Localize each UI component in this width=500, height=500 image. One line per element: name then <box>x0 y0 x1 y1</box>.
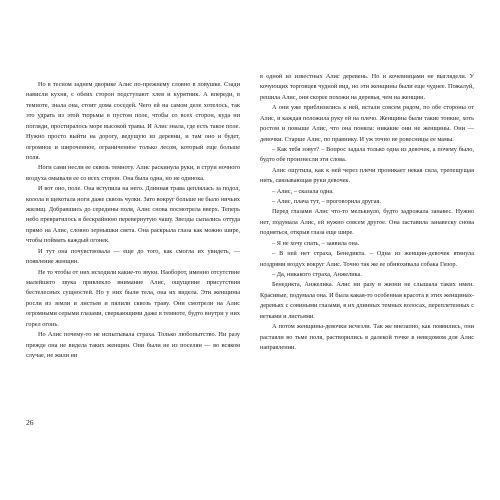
paragraph: Не то чтобы от них исходили какие-то звуки. Наоборот, именно отсутствие малейшего звука привлекло внимание Алис, ощущение присутствия бестелесных сущностей. Но у них были тела, она их видела. Эти женщины росли из земли и листьев и пялили сквозь траву. Они смотрели на Алис огромными серыми глазами, сверкающими даже в темноте, будто внутри у них горел огонь. <box>26 268 240 328</box>
paragraph: Но Алис почему-то не испытывала страха. Только любопытство. Ни разу прежде она не видела таких женщин. Они были не из поселян — во всяком случае, не жили ни <box>26 331 240 359</box>
paragraph: – Я не хочу спать, – заявила она. <box>272 239 360 247</box>
paragraph: А они уже приблизились к ней, встали совсем рядом, по обе стороны от Алис, и каждая положила руку ей на плечо. Женщины были такие тонкие, хоть ростом и повыше Алис, что она поняла: никакие они не женщины. Они — девочки. Старше Алис, по правнику. И уж точно не ровесницы ее мамы. <box>260 104 474 143</box>
paragraph: Перед глазами Алис что-то мелькнуло, будто задрожала занавес. Нужно нет, подумала Алис, ей нужно совсем другое. Она заставила занавеску снова подняться, открыв глаза еще шире. <box>260 208 474 237</box>
paragraph: – В ней нет страха, Бенедикта. – Одна из женщин-девочек втянула ноздрями воздух вокруг Алис. Точно так же ее обнюхивала собака Гизор. <box>260 250 474 268</box>
paragraph: И вот оно, поле. Она вступила на него. Длинная трава цеплялась за подол, колола и щекотала ноги даже сквозь чулки. Зато вокруг больше не было ничьих жилищ. Добравшись до середины поля, Алис снова посмотрела вверх. Теперь небо превратилось в бескрайнюю перевернутую чашу. Звезды сыпались оттуда прямо на Алис, словно зернышки света. Она раскрыла глаза как можно шире, чтобы поймать каждый огонек. <box>26 185 240 245</box>
paragraph: Ноги сами несли ее сквозь темноту. Алис раскинула руки, и струи ночного воздуха омывали ее со всех сторон. Она была одна, но не одинока. <box>26 164 240 182</box>
paragraph: И тут она почувствовала — еще до того, как смогла их увидеть, — появление женщин. <box>26 247 240 266</box>
paragraph: Бенедикта, Анжелика. Алис ни разу в жизни не слышала таких имен. Красивые, подумала она. И была какая-то особенная красота в этих женщинах-деревьях с совиными глазами, в их длинных темных волосах, переплетенных с ветками и листьями. <box>260 281 474 320</box>
paragraph: Алис ощутила, как к ней через плечи проникает некая сила, трепещущая нить, связывающая руки девочек. <box>260 166 474 185</box>
paragraph-continuation: в одной из известных Алис деревень. Но и кочевницами не выглядели. У кочующих торговцев чудной вид, но эти женщины были еще чуднее. Пожалуй, решила Алис, они скорее похожи на деревья, чем на женщин. <box>260 73 474 101</box>
left-page-text <box>26 80 240 361</box>
page-number: 26 <box>26 418 34 427</box>
paragraph: – Алис, плача тут, – проговорила другая. <box>272 198 381 206</box>
paragraph: Но в тесном заднем дворике Алис по-прежнему словно в ловушке. Сзади нависли кухня, с обеих сторон подступают хлев и курятник. А впереди, в темноте, знала она, стоит дома соседей. Чего ей на самом деле хотелось, так это удрать из этой тюрьмы в пустом поле, чтобы со всех сторон, куда ни погляди, простиралось море высокой травы. И Алис знала, где есть такое поле. Нужно просто выйти на дорогу, ведущую из деревни, и там оно и будет, огромное и широченное, ограниченное только лесом, который еще больше поля. <box>26 81 240 161</box>
right-page-text <box>260 72 474 353</box>
paragraph: – Да, никакого страха, Анжелика. <box>272 271 362 279</box>
paragraph: – Алис, – сказала одна. <box>272 187 334 195</box>
paragraph: – Как тебя зовут? – Вопрос задала только одна из девочек, а почему было, будто обе произнесли эти слова. <box>260 145 474 164</box>
paragraph: А потом женщины-девочки исчезли. Так же внезапно, как появились, они растаяли во тьме поля, растворились в далекой точке в неведомом для Алис направлении. <box>260 323 474 351</box>
